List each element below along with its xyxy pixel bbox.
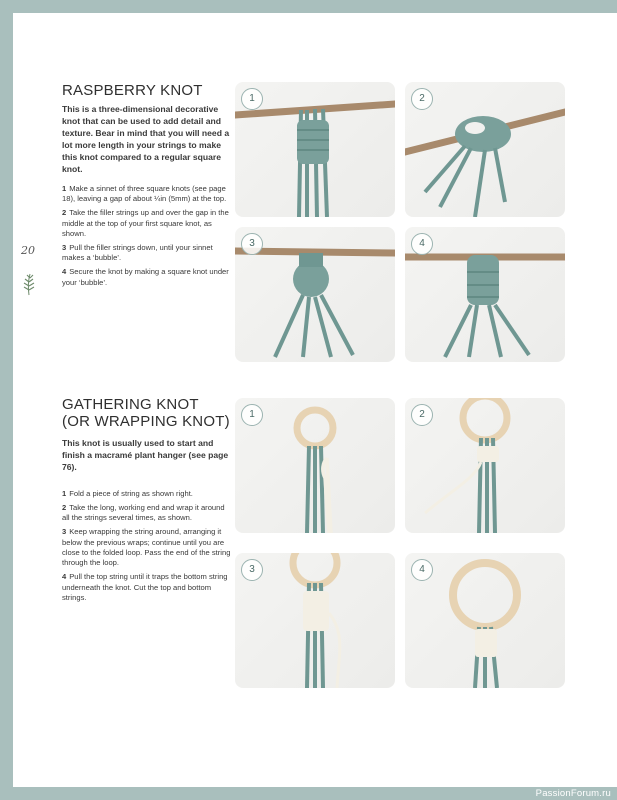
- page-border-top: [0, 0, 617, 13]
- list-item: 4 Secure the knot by making a square knot under your ‘bubble’.: [62, 267, 229, 287]
- list-item: 2 Take the filler strings up and over the gap in the middle at the top of your first square knot, as shown.: [62, 208, 229, 239]
- list-item: 3 Pull the filler strings down, until your sinnet makes a ‘bubble’.: [62, 243, 213, 263]
- gathering-knot-intro: This knot is usually used to start and finish a macramé plant hanger (see page 76).: [62, 438, 229, 472]
- gathering-photo-2: [405, 398, 565, 533]
- raspberry-knot-intro: This is a three-dimensional decorative knot that can be used to add detail and texture. Bear in mind that you will need a lot more length in your strings to make this knot compared to a regular square knot.: [62, 104, 230, 174]
- raspberry-photo-4: [405, 227, 565, 362]
- list-item: 1 Fold a piece of string as shown right.: [62, 489, 193, 498]
- step-badge: 3: [241, 559, 263, 581]
- step-badge: 4: [411, 559, 433, 581]
- step-badge: 3: [241, 233, 263, 255]
- raspberry-knot-steps: [62, 184, 232, 292]
- list-item: 1 Make a sinnet of three square knots (see page 18), leaving a gap of about ¼in (5mm) at the top.: [62, 184, 227, 204]
- step-badge: 1: [241, 404, 263, 426]
- page-number: 20: [21, 244, 35, 257]
- gathering-photo-1: [235, 398, 395, 533]
- section-title-gathering-knot: GATHERING KNOT (OR WRAPPING KNOT): [62, 396, 230, 430]
- page-border-bottom: [0, 787, 617, 800]
- gathering-photo-4: [405, 553, 565, 688]
- step-badge: 2: [411, 404, 433, 426]
- step-badge: 1: [241, 88, 263, 110]
- page-border-left: [0, 0, 13, 800]
- watermark: PassionForum.ru: [535, 788, 611, 799]
- gathering-photo-3: [235, 553, 395, 688]
- leaf-icon: [21, 272, 37, 296]
- raspberry-photo-2: [405, 82, 565, 217]
- step-badge: 2: [411, 88, 433, 110]
- list-item: 3 Keep wrapping the string around, arranging it below the previous wraps; continue until you are close to the folded loop. Pass the end of the string through the loop.: [62, 527, 231, 568]
- section-title-raspberry-knot: RASPBERRY KNOT: [62, 82, 203, 99]
- raspberry-photo-3: [235, 227, 395, 362]
- step-badge: 4: [411, 233, 433, 255]
- list-item: 4 Pull the top string until it traps the bottom string underneath the knot. Cut the top and bottom strings.: [62, 572, 228, 603]
- gathering-knot-steps: [62, 489, 232, 607]
- list-item: 2 Take the long, working end and wrap it around all the strings several times, as shown.: [62, 502, 225, 523]
- raspberry-photo-1: [235, 82, 395, 217]
